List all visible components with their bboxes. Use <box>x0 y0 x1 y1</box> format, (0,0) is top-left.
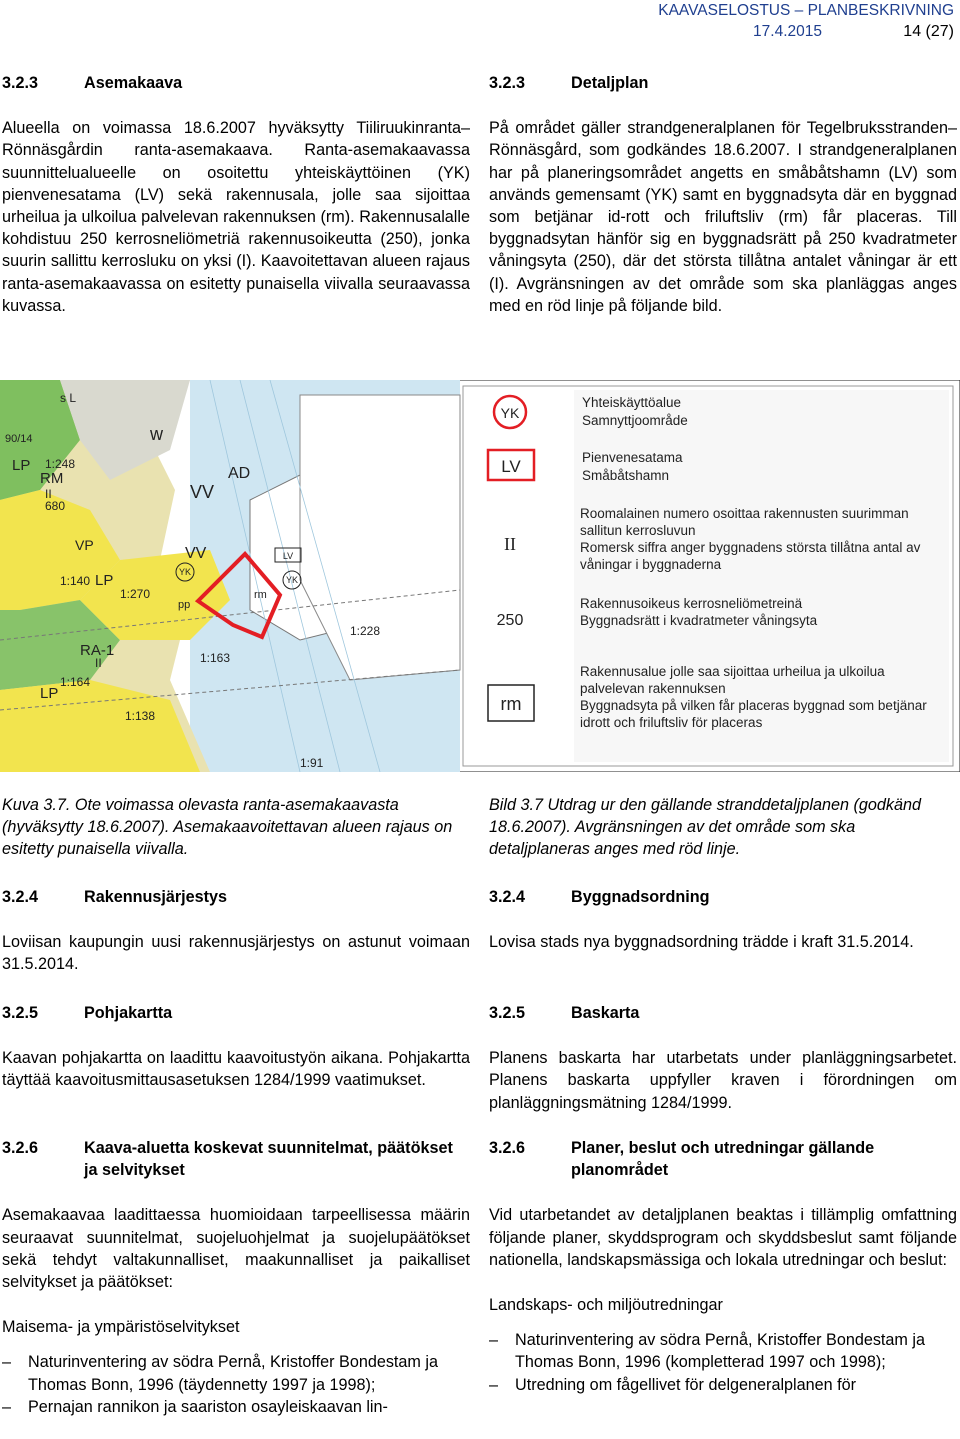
list-item-text: Pernajan rannikon ja saariston osayleiskaavan lin- <box>28 1397 388 1416</box>
list-item: – Pernajan rannikon ja saariston osayleiskaavan lin- <box>2 1396 470 1418</box>
section-paragraph: Planens baskarta har utarbetats under planläggningsarbetet. Planens baskarta uppfyller kraven i förordningen om planläggningsmätning 1284/1999. <box>489 1049 957 1112</box>
legend-code: II <box>504 534 516 554</box>
list-item-text: Utredning om fågellivet för delgeneralplanen för <box>515 1375 857 1394</box>
section-pohjakartta <box>2 1002 470 1092</box>
figure-caption-fi <box>2 794 470 861</box>
list-item-text: Naturinventering av södra Pernå, Kristoffer Bondestam ja Thomas Bonn, 1996 (täydennetty 1997 ja 1998); <box>28 1353 438 1394</box>
map-label-small: rm <box>254 589 267 601</box>
page-number: 14 (27) <box>903 23 954 40</box>
list-item: – Naturinventering av södra Pernå, Kristoffer Bondestam ja Thomas Bonn, 1996 (täydennetty 1997 ja 1998); <box>2 1351 470 1395</box>
section-title: Kaava-aluetta koskevat suunnitelmat, päätökset ja selvitykset <box>84 1139 453 1180</box>
map-label-small: s L <box>60 391 77 405</box>
section-title: Asemakaava <box>84 74 183 92</box>
section-number: 3.2.5 <box>2 1004 39 1022</box>
list-item: – Naturinventering av södra Pernå, Kristoffer Bondestam ja Thomas Bonn, 1996 (kompletterad 1997 och 1998); <box>489 1329 957 1373</box>
list-item-text: Naturinventering av södra Pernå, Kristoffer Bondestam ja Thomas Bonn, 1996 (kompletterad 1997 och 1998); <box>515 1331 925 1372</box>
section-paragraph: Alueella on voimassa 18.6.2007 hyväksytty Tiiliruukinranta–Rönnäsgårdin ranta-asemakaava. Ranta-asemakaavassa suunnittelualueelle on osoitettu yhteiskäyttöinen (YK) pienvenesatama (LV) sekä rakennusala, jolle saa sijoittaa urheilua ja ulkoilua palvelevan rakennuksen (rm). Rakennusalalle kohdistuu 250 kerrosneliömetriä rakennusoikeutta (250), jonka suurin sallittu kerrosluku on yksi (I). Kaavoitettavan alueen rajaus ranta-asemakaavassa on esitetty punaisella viivalla seuraavassa kuvassa. <box>2 119 470 315</box>
map-label-ad: AD <box>228 465 251 482</box>
subheading: Landskaps- och miljöutredningar <box>489 1296 723 1315</box>
section-number: 3.2.6 <box>2 1139 39 1157</box>
map-label-vv: VV <box>190 482 215 502</box>
map-label-rm: RM <box>40 470 64 487</box>
section-heading <box>489 72 957 94</box>
map-label-small: pp <box>178 599 191 611</box>
legend-code: rm <box>500 694 522 714</box>
map-label-number: 90/14 <box>5 433 33 445</box>
figure-caption-sv <box>489 794 957 861</box>
section-number: 3.2.4 <box>2 888 39 906</box>
legend-code: YK <box>500 405 520 421</box>
map-label-scale: 1:248 <box>45 457 76 471</box>
map-label-lp: LP <box>95 572 114 589</box>
section-paragraph: På området gäller strandgeneralplanen för Tegelbruksstranden–Rönnäsgård, som godkändes 18.6.2007. I strandgeneralplanen har på planeringsområdet angetts en småbåtshamn (LV) som används gemensamt (YK) samt en byggnadsyta där en byggnad som betjänar id-rott och friluftsliv (rm) får placeras. Till byggnadsytan hänför sig en byggnadsrätt på 250 kvadratmeter våningsyta (250), där det största tillåtna antalet våningar är ett (I). Avgränsningen av det område som ska planläggas anges med en röd linje på följande bild. <box>489 119 957 315</box>
legend-text-fi: Rakennusoikeus kerrosneliömetreinä <box>580 596 803 611</box>
section-heading <box>2 886 470 908</box>
legend-text-fi: Pienvenesatama <box>582 450 683 465</box>
map-label-lv: LV <box>282 551 294 561</box>
section-heading <box>2 72 470 94</box>
map-label-scale: 1:270 <box>120 587 151 601</box>
section-title: Planer, beslut och utredningar gällande planområdet <box>571 1139 875 1180</box>
section-number: 3.2.3 <box>489 74 526 92</box>
section-paragraph: Vid utarbetandet av detaljplanen beaktas i tillämplig omfattning följande planer, skyddsprogram och skyddsbeslut samt följande nationella, landskapsmässiga och lokala utredningar och beslut: <box>489 1206 957 1269</box>
section-paragraph: Lovisa stads nya byggnadsordning trädde i kraft 31.5.2014. <box>489 933 914 952</box>
section-paragraph: Loviisan kaupungin uusi rakennusjärjestys on astunut voimaan 31.5.2014. <box>2 933 470 974</box>
map-label-yk: YK <box>178 567 192 577</box>
map-label-scale: 1:164 <box>60 675 91 689</box>
legend-text-fi: Yhteiskäyttöalue <box>582 395 682 410</box>
legend-text-fi: Rakennusalue jolle saa sijoittaa urheilua ja ulkoilua palvelevan rakennuksen <box>580 664 885 696</box>
section-title: Pohjakartta <box>84 1004 173 1022</box>
section-suunnitelmat <box>2 1137 470 1418</box>
map-label-scale: 1:163 <box>200 651 231 665</box>
document-title: KAAVASELOSTUS – PLANBESKRIVNING <box>658 2 954 19</box>
section-paragraph: Asemakaavaa laadittaessa huomioidaan tarpeellisessa määrin seuraavat suunnitelmat, suojeluohjelmat ja suojelupäätökset sekä tehdyt valtakunnalliset, maakunnalliset ja paikalliset selvitykset ja päätökset: <box>2 1206 470 1292</box>
caption-text: Bild 3.7 Utdrag ur den gällande stranddetaljplanen (godkänd 18.6.2007). Avgränsningen av det område som ska detaljplaneras anges med röd linje. <box>489 796 921 859</box>
legend-text-sv: Småbåtshamn <box>582 468 670 483</box>
section-baskarta <box>489 1002 957 1114</box>
section-heading <box>489 1002 957 1024</box>
map-label-scale: 1:140 <box>60 574 91 588</box>
map-label-w: w <box>150 424 163 444</box>
map-label-scale: 1:228 <box>350 624 381 638</box>
section-rakennusjarjestys <box>2 886 470 976</box>
subheading: Maisema- ja ympäristöselvitykset <box>2 1318 240 1337</box>
legend-code: LV <box>501 457 521 476</box>
section-number: 3.2.3 <box>2 74 39 92</box>
map-label-vv: VV <box>185 545 207 562</box>
section-byggnadsordning <box>489 886 957 953</box>
legend-text-sv: Romersk siffra anger byggnadens största tillåtna antal av våningar i byggnaderna <box>580 540 921 572</box>
section-detaljplan <box>489 72 957 317</box>
section-heading <box>489 1137 957 1181</box>
map-label-yk: YK <box>285 575 299 585</box>
section-number: 3.2.5 <box>489 1004 526 1022</box>
section-paragraph: Kaavan pohjakartta on laadittu kaavoitustyön aikana. Pohjakartta täyttää kaavoitusmittausasetuksen 1284/1999 vaatimukset. <box>2 1049 470 1090</box>
document-date: 17.4.2015 <box>753 23 822 40</box>
section-title: Byggnadsordning <box>571 888 710 906</box>
map-legend <box>463 386 953 766</box>
map-label-number: 680 <box>45 499 66 513</box>
section-planer <box>489 1137 957 1396</box>
section-title: Detaljplan <box>571 74 649 92</box>
section-number: 3.2.4 <box>489 888 526 906</box>
zoning-map <box>0 380 960 772</box>
map-label-roman: II <box>95 656 102 670</box>
section-heading <box>489 886 957 908</box>
map-label-scale: 1:91 <box>300 756 324 770</box>
map-label-lp: LP <box>40 685 59 702</box>
section-heading <box>2 1002 470 1024</box>
map-label-roman: II <box>45 487 52 501</box>
section-asemakaava <box>2 72 470 317</box>
list-item: – Utredning om fågellivet för delgeneralplanen för <box>489 1374 957 1396</box>
map-label-scale: 1:138 <box>125 709 156 723</box>
section-number: 3.2.6 <box>489 1139 526 1157</box>
legend-text-fi: Roomalainen numero osoittaa rakennusten suurimman sallitun kerrosluvun <box>580 506 909 538</box>
caption-text: Kuva 3.7. Ote voimassa olevasta ranta-asemakaavasta (hyväksytty 18.6.2007). Asemakaavoitettavan alueen rajaus on esitetty punaisella viivalla. <box>2 796 453 859</box>
section-title: Baskarta <box>571 1004 640 1022</box>
map-label-ra1: RA-1 <box>80 642 115 659</box>
section-title: Rakennusjärjestys <box>84 888 228 906</box>
legend-text-sv: Samnyttjoområde <box>582 413 688 428</box>
legend-code: 250 <box>496 612 524 629</box>
legend-text-sv: Byggnadsyta på vilken får placeras byggnad som betjänar idrott och friluftsliv för placeras <box>580 698 927 730</box>
section-heading <box>2 1137 470 1181</box>
legend-text-sv: Byggnadsrätt i kvadratmeter våningsyta <box>580 613 818 628</box>
map-label-lp: LP <box>12 457 31 474</box>
map-label-vp: VP <box>75 537 94 553</box>
